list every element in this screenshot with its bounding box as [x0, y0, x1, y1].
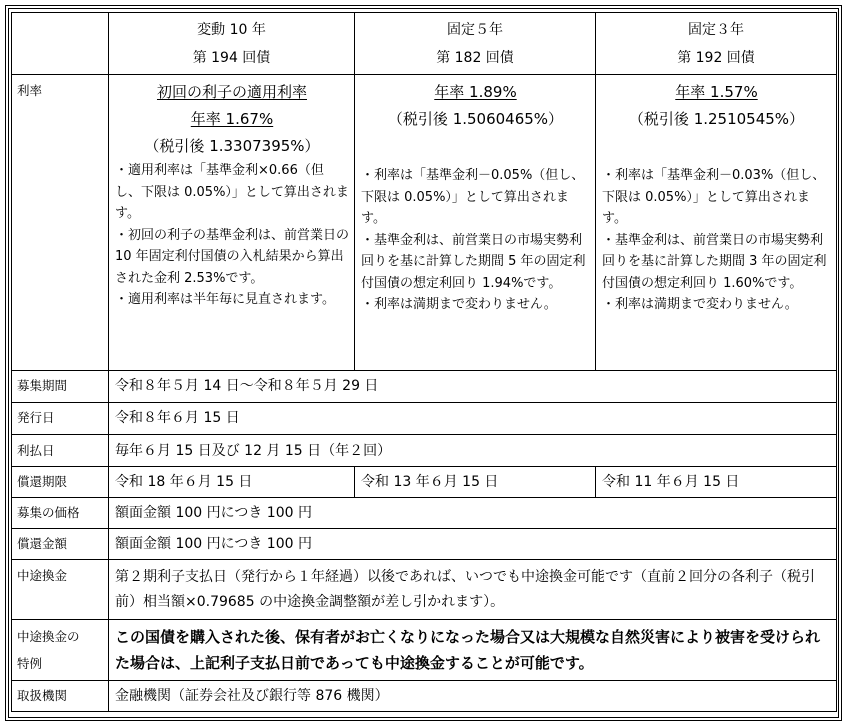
row-label-redemption-amount: 償還金額 — [12, 528, 109, 559]
maturity-fixed-3y: 令和 11 年６月 15 日 — [596, 467, 837, 498]
after-tax-rate: （税引後 1.2510545%） — [628, 110, 805, 129]
rate-note: ・初回の利子の基準金利は、前営業日の 10 年固定利付国債の入札結果から算出された金利 2.53%です。 — [115, 227, 350, 286]
row-label-offer-price: 募集の価格 — [12, 498, 109, 528]
annual-rate: 年率 1.67% — [190, 110, 274, 129]
offer-price-value: 額面金額 100 円につき 100 円 — [109, 498, 837, 528]
row-label-early-redemption: 中途換金 — [12, 559, 109, 619]
maturity-row — [12, 467, 837, 498]
rate-note: ・利率は「基準金利－0.03%（但し、下限は 0.05%）」として算出されます。 — [602, 168, 826, 227]
offering-period-row — [12, 370, 837, 402]
rate-note: ・適用利率は半年毎に見直されます。 — [115, 292, 335, 308]
annual-rate: 年率 1.57% — [675, 83, 758, 102]
rate-note: ・基準金利は、前営業日の市場実勢利回りを基に計算した期間 5 年の固定利付国債の想定利回り 1.94%です。 — [361, 232, 586, 291]
after-tax-rate: （税引後 1.5060465%） — [387, 110, 564, 129]
issue-date-row — [12, 402, 837, 434]
bond-type: 固定５年 — [447, 21, 503, 38]
header-col-fixed-5y — [355, 13, 596, 75]
rate-note: ・利率は満期まで変わりません。 — [361, 297, 557, 313]
early-redemption-special-value: この国債を購入された後、保有者がお亡くなりになった場合又は大規模な自然災害により被害を受けられた場合は、上記利子支払日前であっても中途換金することが可能です。 — [109, 620, 837, 680]
offering-period-value: 令和８年５月 14 日～令和８年５月 29 日 — [109, 370, 837, 402]
label-line: 中途換金の — [17, 628, 80, 644]
annual-rate: 年率 1.89% — [434, 83, 517, 102]
bond-type: 固定３年 — [688, 21, 744, 38]
after-tax-rate: （税引後 1.3307395%） — [144, 137, 320, 156]
header-corner-cell — [12, 13, 109, 75]
redemption-amount-value: 額面金額 100 円につき 100 円 — [109, 528, 837, 559]
rate-cell-variable-10y — [109, 75, 355, 370]
issue-date-value: 令和８年６月 15 日 — [109, 402, 837, 434]
early-redemption-row — [12, 559, 837, 619]
label-line: 特例 — [17, 655, 43, 671]
rate-note: ・適用利率は「基準金利×0.66（但し、下限は 0.05%）」として算出されます。 — [115, 163, 349, 222]
header-row — [12, 13, 837, 75]
redemption-amount-row — [12, 528, 837, 559]
interest-dates-row — [12, 434, 837, 466]
rate-note: ・利率は満期まで変わりません。 — [602, 297, 798, 313]
handling-row — [12, 680, 837, 711]
interest-dates-value: 毎年６月 15 日及び 12 月 15 日（年２回） — [109, 434, 837, 466]
offer-price-row — [12, 498, 837, 528]
bond-issue-number: 第 194 回債 — [192, 49, 271, 66]
bond-issue-number: 第 192 回債 — [677, 49, 755, 66]
row-label-offering-period: 募集期間 — [12, 370, 109, 402]
bond-type: 変動 10 年 — [197, 21, 266, 38]
header-col-fixed-3y — [596, 13, 837, 75]
rate-row — [12, 75, 837, 370]
initial-rate-heading: 初回の利子の適用利率 — [156, 83, 307, 102]
rate-note: ・利率は「基準金利－0.05%（但し、下限は 0.05%）」として算出されます。 — [361, 168, 585, 227]
bond-terms-table — [11, 12, 837, 712]
rate-note: ・基準金利は、前営業日の市場実勢利回りを基に計算した期間 3 年の固定利付国債の想定利回り 1.60%です。 — [602, 232, 827, 291]
row-label-early-redemption-special — [12, 620, 109, 680]
row-label-handling: 取扱機関 — [12, 680, 109, 711]
maturity-variable-10y: 令和 18 年６月 15 日 — [109, 467, 355, 498]
row-label-interest-dates: 利払日 — [12, 434, 109, 466]
early-redemption-value: 第２期利子支払日（発行から１年経過）以後であれば、いつでも中途換金可能です（直前２回分の各利子（税引前）相当額×0.79685 の中途換金調整額が差し引かれます）。 — [109, 559, 837, 619]
row-label-rate: 利率 — [12, 75, 109, 370]
rate-cell-fixed-3y — [596, 75, 837, 370]
bond-issue-number: 第 182 回債 — [436, 49, 514, 66]
rate-cell-fixed-5y — [355, 75, 596, 370]
early-redemption-special-row — [12, 620, 837, 680]
maturity-fixed-5y: 令和 13 年６月 15 日 — [355, 467, 596, 498]
row-label-issue-date: 発行日 — [12, 402, 109, 434]
row-label-maturity: 償還期限 — [12, 467, 109, 498]
header-col-variable-10y — [109, 13, 355, 75]
handling-value: 金融機関（証券会社及び銀行等 876 機関） — [109, 680, 837, 711]
